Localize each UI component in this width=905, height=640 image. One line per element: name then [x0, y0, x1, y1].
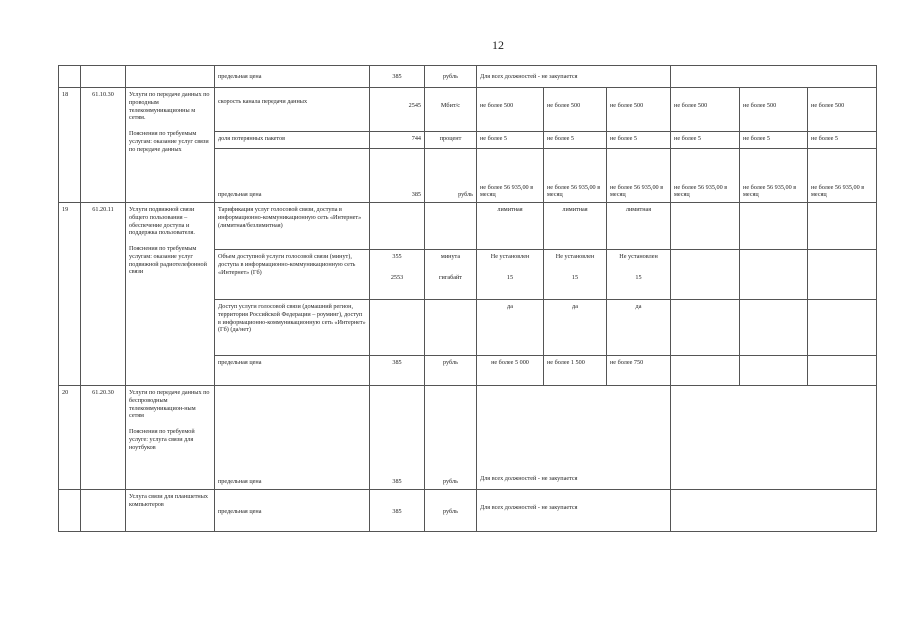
value-cell: не более 500	[808, 88, 877, 132]
value-cell: не более 500	[544, 88, 607, 132]
value-cell: не более 56 935,00 в месяц	[544, 149, 607, 203]
value-cell: не более 5	[477, 132, 544, 149]
okpd-code-cell: 61.10.30	[81, 88, 126, 203]
okei-code-cell: 385	[370, 490, 425, 532]
unit-cell: рубль	[425, 490, 477, 532]
value-cell: да	[544, 300, 607, 356]
note-cell: Для всех должностей - не закупается	[477, 490, 671, 532]
value-cell: не более 56 935,00 в месяц	[607, 149, 671, 203]
table-row	[59, 203, 877, 250]
value-cell: не более 500	[740, 88, 808, 132]
value-cell: не более 1 500	[544, 356, 607, 386]
value-cell: Не установлен 15	[607, 250, 671, 300]
unit-cell: рубль	[425, 149, 477, 203]
value-cell: не более 750	[607, 356, 671, 386]
page-number: 12	[492, 38, 504, 52]
table-row	[59, 88, 877, 132]
unit-cell: процент	[425, 132, 477, 149]
value-cell: не более 5	[740, 132, 808, 149]
value-cell: Не установлен 15	[477, 250, 544, 300]
note-cell: Для всех должностей - не закупается	[477, 386, 671, 490]
okei-code-cell: 385	[370, 356, 425, 386]
service-name-cell	[126, 203, 215, 386]
table-row	[59, 66, 877, 88]
table-row	[59, 490, 877, 532]
value-cell: не более 56 935,00 в месяц	[740, 149, 808, 203]
okei-code-cell: 385	[370, 386, 425, 490]
value-cell: да	[607, 300, 671, 356]
param-cell: доля потерянных пакетов	[215, 132, 370, 149]
row-number-cell: 20	[59, 386, 81, 490]
okei-code-cell: 2545	[370, 88, 425, 132]
value-cell: Не установлен 15	[544, 250, 607, 300]
value-cell: не более 5	[607, 132, 671, 149]
value-cell: лимитная	[607, 203, 671, 250]
service-explanation: Пояснения по требуемым услугам: оказание услуг подвижной радиотелефонной связи	[129, 245, 207, 276]
service-name: Услуги по передаче данных по беспроводным телекоммуникацион-ным сетям	[129, 389, 210, 420]
unit-cell: минута гигабайт	[425, 250, 477, 300]
row-number-cell: 18	[59, 88, 81, 203]
row-number-cell: 19	[59, 203, 81, 386]
value-cell: не более 56 935,00 в месяц	[671, 149, 740, 203]
value-cell: да	[477, 300, 544, 356]
note-cell: Для всех должностей - не закупается	[477, 66, 671, 88]
value-cell: не более 500	[671, 88, 740, 132]
param-cell: предельная цена	[215, 356, 370, 386]
value-cell: не более 56 935,00 в месяц	[477, 149, 544, 203]
value-cell: лимитная	[544, 203, 607, 250]
okei-code-cell: 385	[370, 149, 425, 203]
service-name: Услуги по передаче данных по проводным телекоммуникационны м сетям.	[129, 91, 210, 122]
service-name: Услуги подвижной связи общего пользования – обеспечение доступа и поддержка пользователя.	[129, 206, 195, 237]
param-cell: Тарификация услуг голосовой связи, доступа в информационно-коммуникационную сеть «Интернет» (лимитная/безлимитная)	[215, 203, 370, 250]
value-cell: не более 5	[671, 132, 740, 149]
okei-code-cell: 385	[370, 66, 425, 88]
service-name-cell: Услуга связи для планшетных компьютеров	[126, 490, 215, 532]
value-cell: не более 500	[607, 88, 671, 132]
param-cell: предельная цена	[215, 386, 370, 490]
unit-cell: рубль	[425, 356, 477, 386]
service-name-cell	[126, 88, 215, 203]
service-explanation: Пояснения по требуемым услугам: оказание услуг связи по передаче данных	[129, 130, 209, 153]
okpd-code-cell: 61.20.30	[81, 386, 126, 490]
service-name-cell	[126, 386, 215, 490]
table-row	[59, 386, 877, 490]
value-cell: не более 56 935,00 в месяц	[808, 149, 877, 203]
unit-cell: рубль	[425, 386, 477, 490]
value-cell: не более 5 000	[477, 356, 544, 386]
value-cell: не более 5	[544, 132, 607, 149]
param-cell: предельная цена	[215, 66, 370, 88]
unit-cell: Мбит/с	[425, 88, 477, 132]
value-cell: не более 500	[477, 88, 544, 132]
okei-code-cell: 744	[370, 132, 425, 149]
value-cell: не более 5	[808, 132, 877, 149]
param-cell: скорость канала передачи данных	[215, 88, 370, 132]
okpd-code-cell: 61.20.11	[81, 203, 126, 386]
service-explanation: Пояснения по требуемой услуге: услуга связи для ноутбуков	[129, 428, 195, 451]
value-cell: лимитная	[477, 203, 544, 250]
requirements-table	[58, 65, 877, 532]
param-cell: Объем доступной услуги голосовой связи (минут), доступа в информационно-коммуникационную сеть «Интернет» (Гб)	[215, 250, 370, 300]
param-cell: предельная цена	[215, 149, 370, 203]
unit-cell: рубль	[425, 66, 477, 88]
param-cell: предельная цена	[215, 490, 370, 532]
okei-code-cell: 355 2553	[370, 250, 425, 300]
param-cell: Доступ услуги голосовой связи (домашний регион, территория Российской Федерации – роуминг), доступ в информационно-коммуникационную сеть «Интернет» (Гб) (да/нет)	[215, 300, 370, 356]
